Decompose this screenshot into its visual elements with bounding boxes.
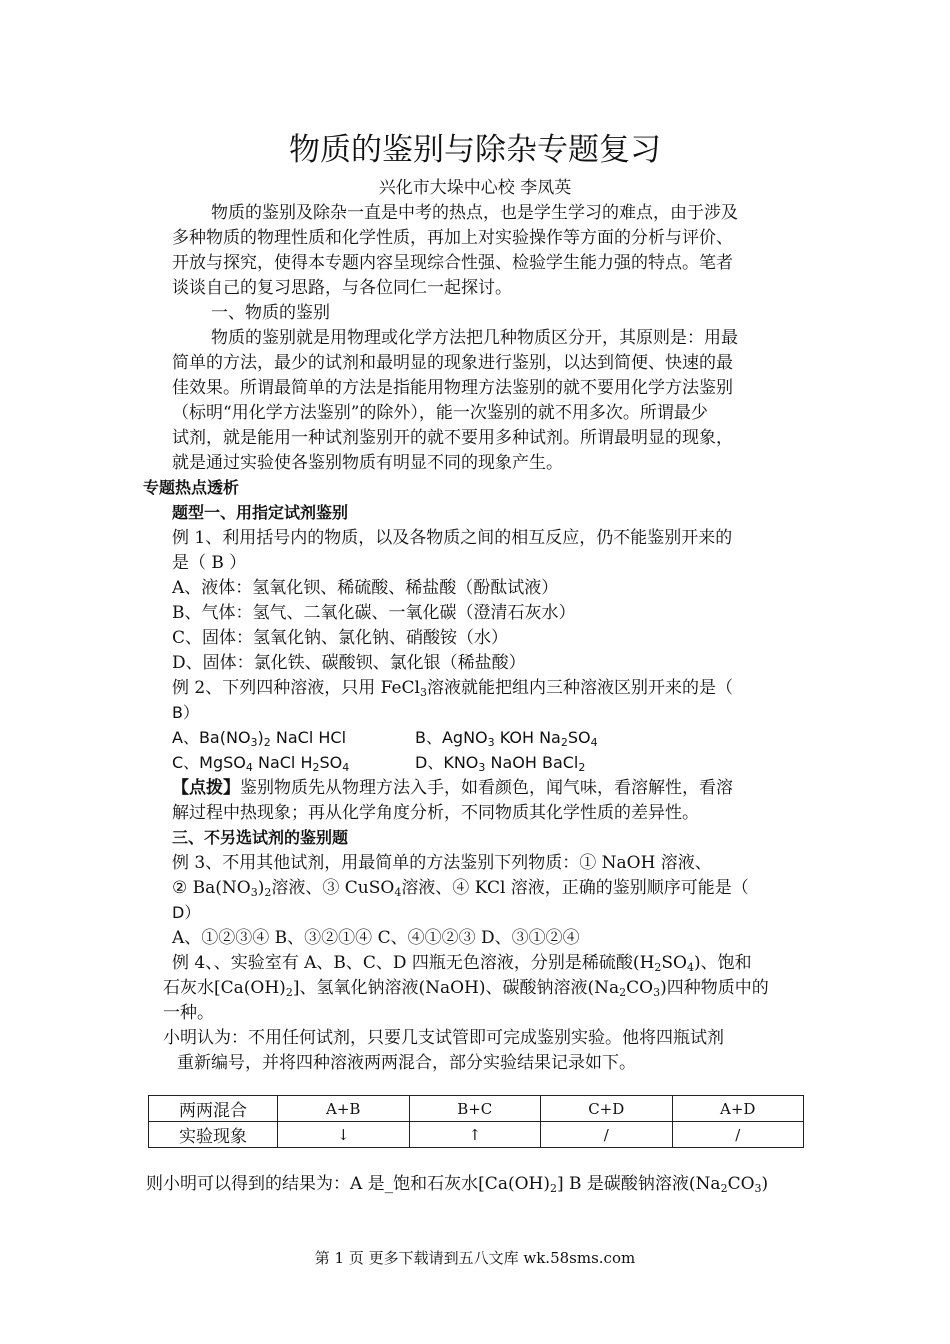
hot-topic-heading: 专题热点透析 [143, 478, 240, 497]
section1-line: 简单的方法，最少的试剂和最明显的现象进行鉴别，以达到简便、快速的最 [172, 353, 733, 373]
table-header-cell: 两两混合 [149, 1096, 278, 1122]
page-footer: 第 1 页 更多下载请到五八文库 wk.58sms.com [314, 1249, 636, 1267]
section1-heading: 一、物质的鉴别 [211, 303, 330, 323]
ex3-question-cont: ② $Ba(NO_3)_2$溶液、③ CuSO$_4$溶液、④ KCl 溶液，正确的鉴别顺序可能是（ [172, 878, 749, 899]
ex3-answer: D） [172, 903, 201, 922]
ex1-option-c: C、固体：氢氧化钠、氯化钠、硝酸铵（水） [172, 628, 509, 648]
ex4-description: 小明认为：不用任何试剂，只要几支试管即可完成鉴别实验。他将四瓶试剂 [163, 1028, 724, 1048]
intro-line: 谈谈自己的复习思路，与各位同仁一起探讨。 [172, 278, 512, 298]
ex3-question: 例 3、不用其他试剂，用最简单的方法鉴别下列物质：① NaOH 溶液、 [172, 853, 712, 873]
table-column-header: A+D [672, 1096, 804, 1122]
ex1-option-a: A、液体：氢氧化钡、稀硫酸、稀盐酸（酚酞试液） [172, 578, 559, 598]
table-cell: / [672, 1122, 804, 1148]
ex4-question-cont: 石灰水$[Ca(OH)_2]$、氢氧化钠溶液(NaOH)、碳酸钠溶液$(Na_2CO_3)$四种物质中的 [163, 978, 769, 999]
mixing-results-table [148, 1095, 804, 1148]
ex1-question: 例 1、利用括号内的物质，以及各物质之间的相互反应，仍不能鉴别开来的 [172, 528, 733, 548]
section1-line: 试剂，就是能用一种试剂鉴别开的就不要用多种试剂。所谓最明显的现象， [172, 428, 733, 448]
table-cell: / [541, 1122, 673, 1148]
table-row-label: 实验现象 [149, 1122, 278, 1148]
ex2-option-a: A、$Ba(NO_3)_2$ NaCl HCl [172, 728, 347, 749]
table-row [149, 1096, 804, 1122]
tip-label: 【点拨】 [172, 778, 240, 798]
author-line: 兴化市大垛中心校 李凤英 [378, 178, 572, 198]
table-column-header: C+D [541, 1096, 673, 1122]
ex2-answer: B） [172, 703, 199, 722]
ex1-option-b: B、气体：氢气、二氧化碳、一氧化碳（澄清石灰水） [172, 603, 576, 623]
section1-line: 就是通过实验使各鉴别物质有明显不同的现象产生。 [172, 453, 563, 473]
table-cell: ↓ [278, 1122, 410, 1148]
section1-line: （标明“用化学方法鉴别”的除外），能一次鉴别的就不用多次。所谓最少 [172, 403, 708, 423]
tip-line: 解过程中热现象；再从化学角度分析，不同物质其化学性质的差异性。 [172, 803, 699, 823]
table-column-header: B+C [409, 1096, 541, 1122]
type3-heading: 三、不另选试剂的鉴别题 [172, 828, 349, 847]
page-title: 物质的鉴别与除杂专题复习 [289, 132, 661, 168]
ex4-description: 重新编号，并将四种溶液两两混合，部分实验结果记录如下。 [177, 1053, 636, 1073]
ex1-answer: 是（ B ） [172, 553, 247, 573]
intro-line: 多种物质的物理性质和化学性质，再加上对实验操作等方面的分析与评价、 [172, 228, 733, 248]
tip-line: 【点拨】鉴别物质先从物理方法入手，如看颜色，闻气味，看溶解性，看溶 [172, 778, 733, 798]
intro-line: 物质的鉴别及除杂一直是中考的热点，也是学生学习的难点，由于涉及 [211, 203, 738, 223]
intro-line: 开放与探究，使得本专题内容呈现综合性强、检验学生能力强的特点。笔者 [172, 253, 733, 273]
table-row [149, 1122, 804, 1148]
ex1-option-d: D、固体：氯化铁、碳酸钡、氯化银（稀盐酸） [172, 653, 526, 673]
section1-line: 物质的鉴别就是用物理或化学方法把几种物质区分开，其原则是：用最 [211, 328, 738, 348]
ex3-options: A、①②③④ B、③②①④ C、④①②③ D、③①②④ [172, 928, 580, 948]
ex4-question-end: 一种。 [163, 1003, 214, 1023]
result-line: 则小明可以得到的结果为：A 是_饱和石灰水$[Ca(OH)_2]$ B 是碳酸钠溶液$(Na_2CO_3)$ [146, 1174, 769, 1195]
ex4-question: 例 4、、实验室有 A、B、C、D 四瓶无色溶液，分别是稀硫酸$(H_2SO_4)$、饱和 [172, 953, 752, 974]
ex2-question: 例 2、下列四种溶液，只用 FeCl$_3$溶液就能把组内三种溶液区别开来的是（ [172, 678, 733, 699]
section1-line: 佳效果。所谓最简单的方法是指能用物理方法鉴别的就不要用化学方法鉴别 [172, 378, 733, 398]
ex2-option-c: C、MgSO$_4$ NaCl $H_2SO_4$ [172, 753, 350, 774]
table-column-header: A+B [278, 1096, 410, 1122]
type1-heading: 题型一、用指定试剂鉴别 [172, 503, 349, 522]
ex2-option-d: D、$KNO_3$ NaOH BaCl$_2$ [415, 753, 586, 774]
ex2-option-b: B、AgNO$_3$ KOH $Na_2SO_4$ [415, 728, 598, 749]
table-cell: ↑ [409, 1122, 541, 1148]
